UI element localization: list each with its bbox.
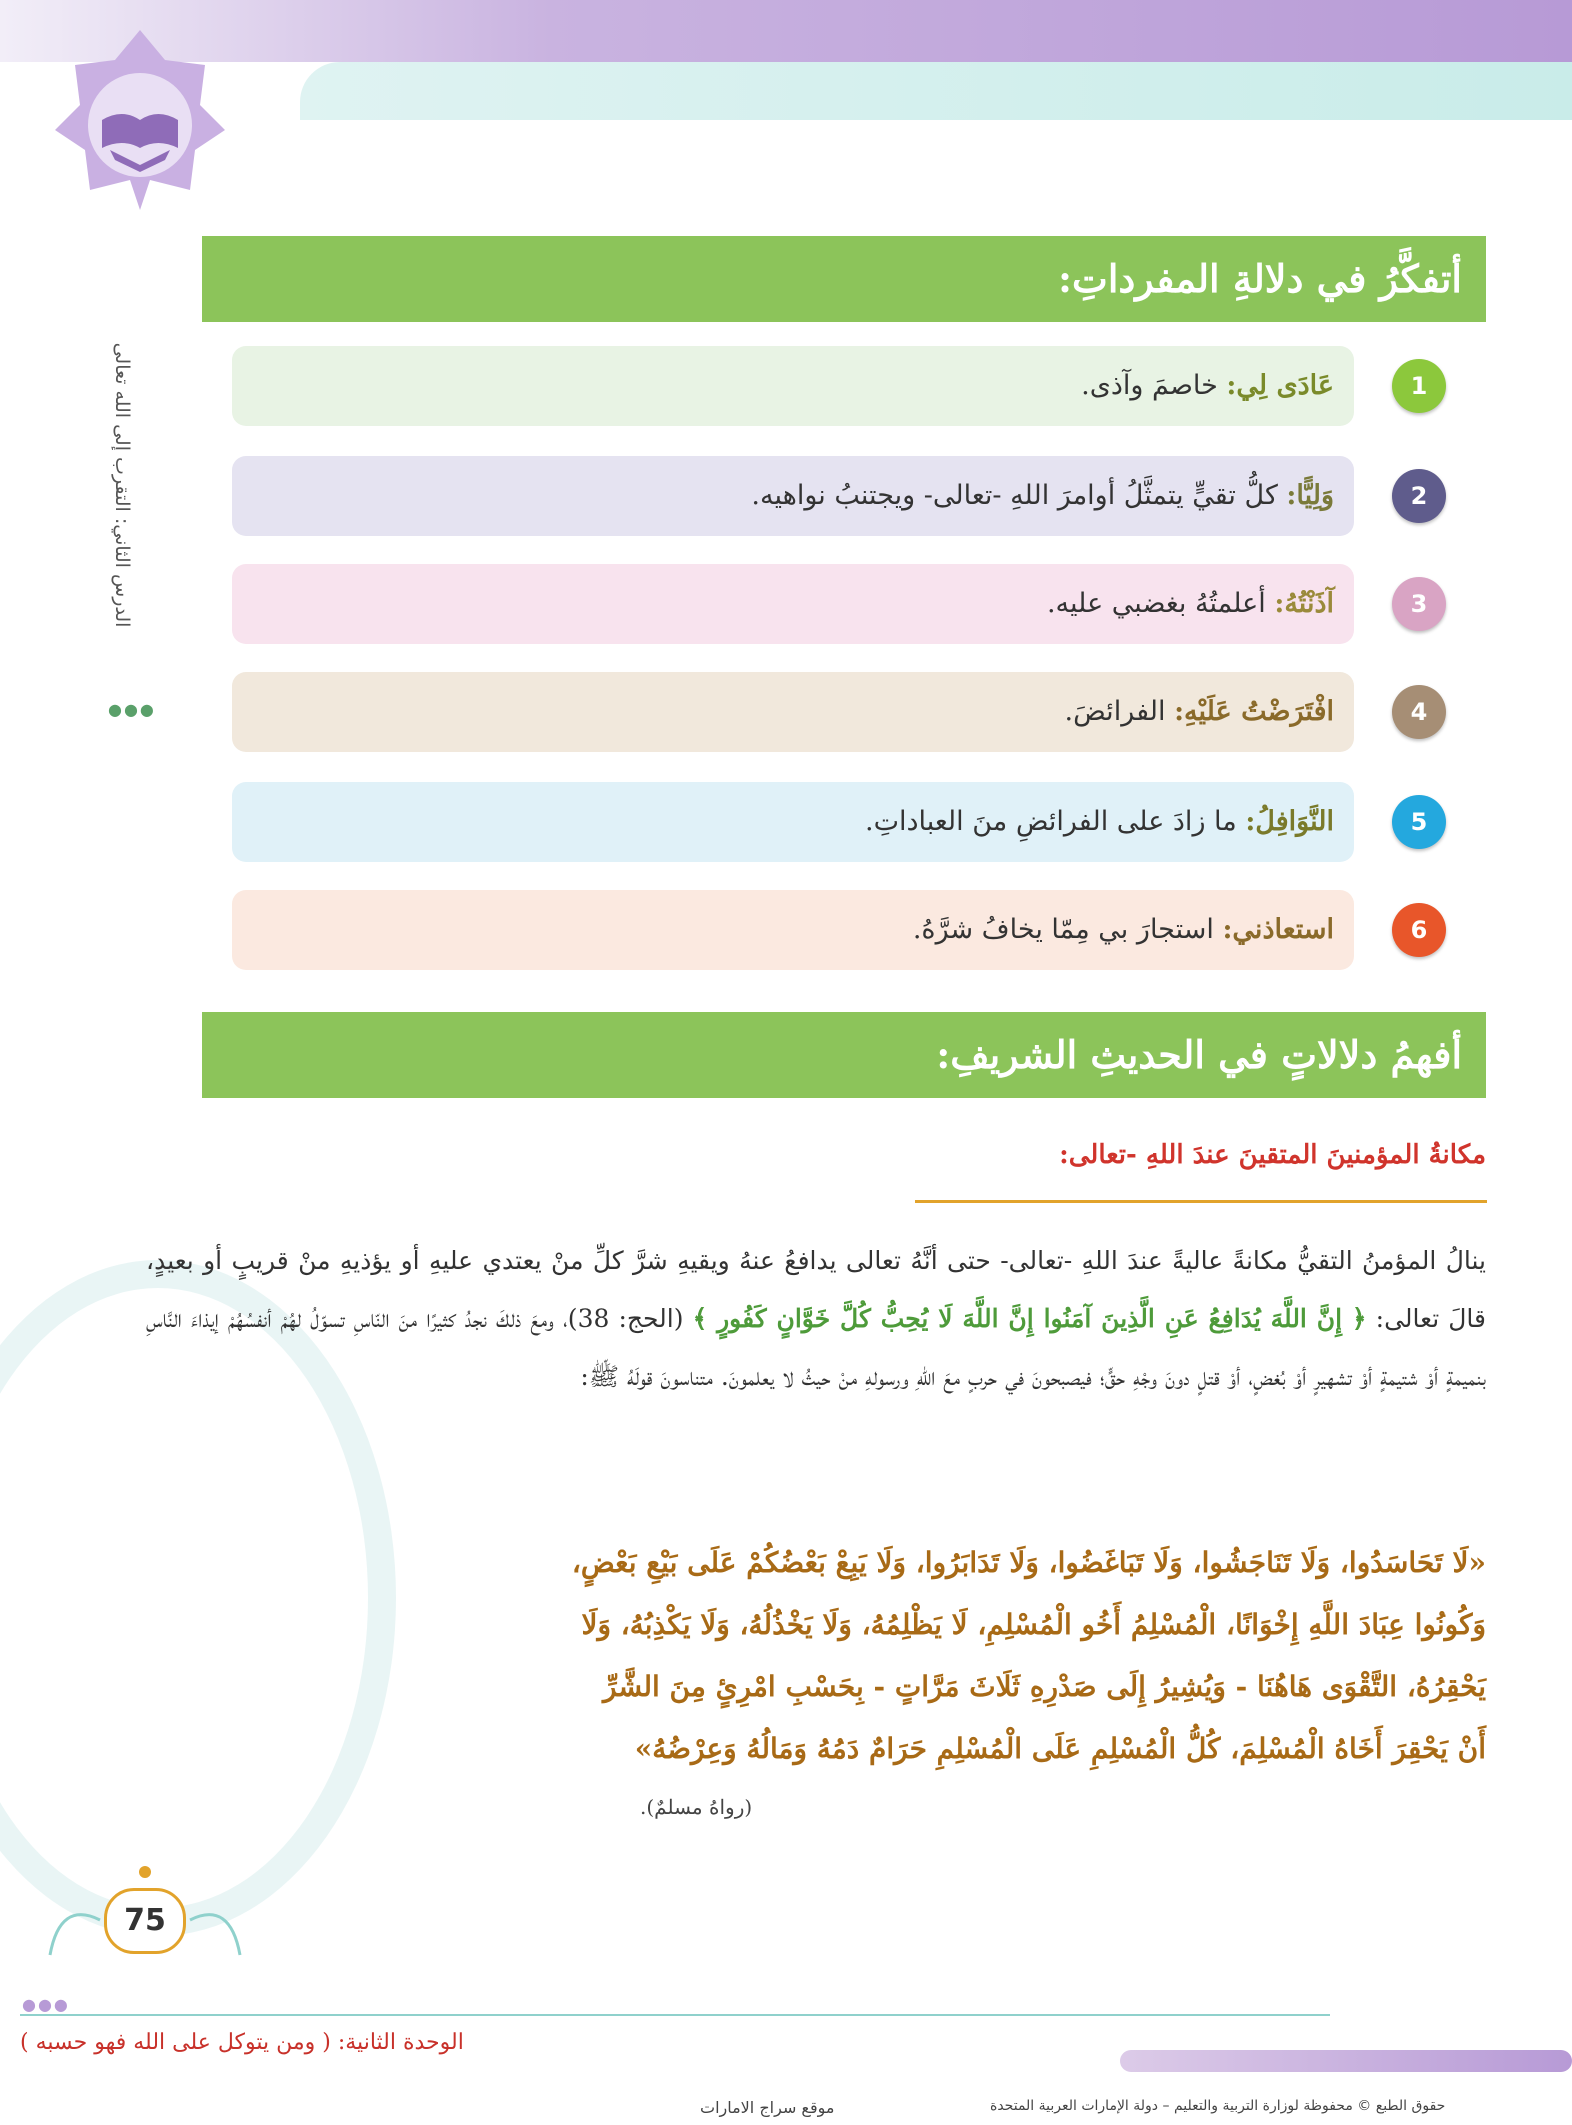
vocab-card bbox=[232, 672, 1354, 752]
vocab-meaning: أعلمتُهُ بغضبي عليه. bbox=[1046, 588, 1275, 619]
quran-verse: ﴿ إِنَّ اللَّهَ يُدَافِعُ عَنِ الَّذِينَ آمَنُوا إِنَّ اللَّهَ لَا يُحِبُّ كُلَّ خَوَّانٍ كَفُورٍ ﴾ bbox=[692, 1304, 1367, 1333]
section-vocab-header: أتفكَّرُ في دلالةِ المفرداتِ: bbox=[202, 236, 1486, 322]
footer-dots: ●●● bbox=[22, 1995, 70, 2014]
paragraph-part1: ينالُ المؤمنُ التقيُّ مكانةً عاليةً عندَ اللهِ -تعالى- حتى أنَّهُ تعالى يدافعُ عنهُ ويقيهِ شرَّ كلِّ منْ يعتدي عليهِ أو يؤذيهِ منْ قريبٍ أو بعيدٍ، قالَ تعالى: bbox=[146, 1246, 1486, 1333]
subtitle-underline bbox=[915, 1200, 1487, 1203]
copyright-text: حقوق الطبع © محفوظة لوزارة التربية والتعليم – دولة الإمارات العربية المتحدة bbox=[990, 2098, 1446, 2114]
vocab-card bbox=[232, 564, 1354, 644]
teal-band bbox=[300, 62, 1572, 120]
vocab-term: آذَنْتُهُ: bbox=[1274, 588, 1334, 619]
side-lesson-label: الدرس الثاني: التقرب إلى الله تعالى bbox=[111, 342, 133, 628]
page-number: 75 bbox=[104, 1888, 186, 1954]
site-name: موقع سراج الامارات bbox=[700, 2098, 835, 2117]
hadith-text bbox=[146, 1532, 1486, 1780]
vocab-term: وَلِيًّا: bbox=[1286, 480, 1334, 511]
vocab-number-badge: 1 bbox=[1392, 359, 1446, 413]
hadith-narration: (رواهُ مسلمٌ). bbox=[640, 1795, 753, 1819]
hadith-line: وَكُونُوا عِبَادَ اللَّهِ إِخْوَانًا، الْمُسْلِمُ أَخُو الْمُسْلِمِ، لَا يَظْلِمُهُ، وَلَا يَخْذُلُهُ، وَلَا يَكْذِبُهُ، وَلَا bbox=[581, 1608, 1486, 1641]
vocab-number-badge: 2 bbox=[1392, 469, 1446, 523]
footer-unit-title: الوحدة الثانية: ( ومن يتوكل على الله فهو حسبه ) bbox=[20, 2030, 464, 2055]
hadith-subtitle: مكانةُ المؤمنينَ المتقينَ عندَ اللهِ -تعالى: bbox=[1059, 1140, 1486, 1170]
vocab-meaning: الفرائضَ. bbox=[1064, 696, 1175, 727]
vocab-meaning: خاصمَ وآذى. bbox=[1081, 370, 1227, 401]
vocab-number-badge: 6 bbox=[1392, 903, 1446, 957]
section-hadith-header: أفهمُ دلالاتٍ في الحديثِ الشريفِ: bbox=[202, 1012, 1486, 1098]
paragraph-part2: (الحج: 38)، ومعَ ذلكَ نجدُ كثيرًا منَ النّاسِ تسوّلُ لهُمْ أنفسُهُمْ إيذاءَ النَّاسِ بنميمةٍ أوْ شتيمةٍ أوْ تشهيرٍ أوْ بُغضٍ، أوْ قتلٍ دونَ وجْهِ حقٍّ؛ فيصبحونَ في حربٍ معَ اللهِ ورسولهِ منْ حيثُ لا يعلمونَ. متناسونَ قولَهُ ﷺ: bbox=[146, 1304, 1486, 1391]
hadith-line: أَنْ يَحْقِرَ أَخَاهُ الْمُسْلِمَ، كُلُّ الْمُسْلِمِ عَلَى الْمُسْلِمِ حَرَامٌ دَمُهُ وَمَالُهُ وَعِرْضُهُ» bbox=[634, 1732, 1486, 1765]
vocab-number-badge: 3 bbox=[1392, 577, 1446, 631]
vocab-meaning: ما زادَ على الفرائضِ منَ العباداتِ. bbox=[864, 806, 1246, 837]
intro-paragraph bbox=[146, 1232, 1486, 1406]
vocab-number-badge: 4 bbox=[1392, 685, 1446, 739]
vocab-term: النَّوَافِلُ: bbox=[1245, 806, 1334, 837]
vocab-meaning: استجارَ بي مِمّا يخافُ شرَّهُ. bbox=[912, 914, 1223, 945]
vocab-term: استعاذني: bbox=[1222, 914, 1334, 945]
footer-divider bbox=[20, 2014, 1330, 2016]
vocab-number-badge: 5 bbox=[1392, 795, 1446, 849]
quran-emblem-icon bbox=[40, 20, 240, 220]
vocab-term: افْتَرَضْتُ عَلَيْهِ: bbox=[1174, 696, 1334, 727]
vocab-card bbox=[232, 346, 1354, 426]
hadith-line: يَحْقِرُهُ، التَّقْوَى هَاهُنَا - وَيُشِيرُ إِلَى صَدْرِهِ ثَلَاثَ مَرَّاتٍ - بِحَسْبِ امْرِئٍ مِنَ الشَّرِّ bbox=[603, 1670, 1486, 1703]
hadith-line: «لَا تَحَاسَدُوا، وَلَا تَنَاجَشُوا، وَلَا تَبَاغَضُوا، وَلَا تَدَابَرُوا، وَلَا يَبِعْ بَعْضُكُمْ عَلَى بَيْعِ بَعْضٍ، bbox=[571, 1546, 1486, 1579]
side-dots: ●●● bbox=[108, 700, 156, 719]
vocab-card bbox=[232, 890, 1354, 970]
vocab-meaning: كلُّ تقيٍّ يتمثَّلُ أوامرَ اللهِ -تعالى- ويجتنبُ نواهيه. bbox=[751, 480, 1287, 511]
footer-bar bbox=[1120, 2050, 1572, 2072]
vocab-term: عَادَى لِي: bbox=[1226, 370, 1334, 401]
vocab-card bbox=[232, 782, 1354, 862]
vocab-card bbox=[232, 456, 1354, 536]
